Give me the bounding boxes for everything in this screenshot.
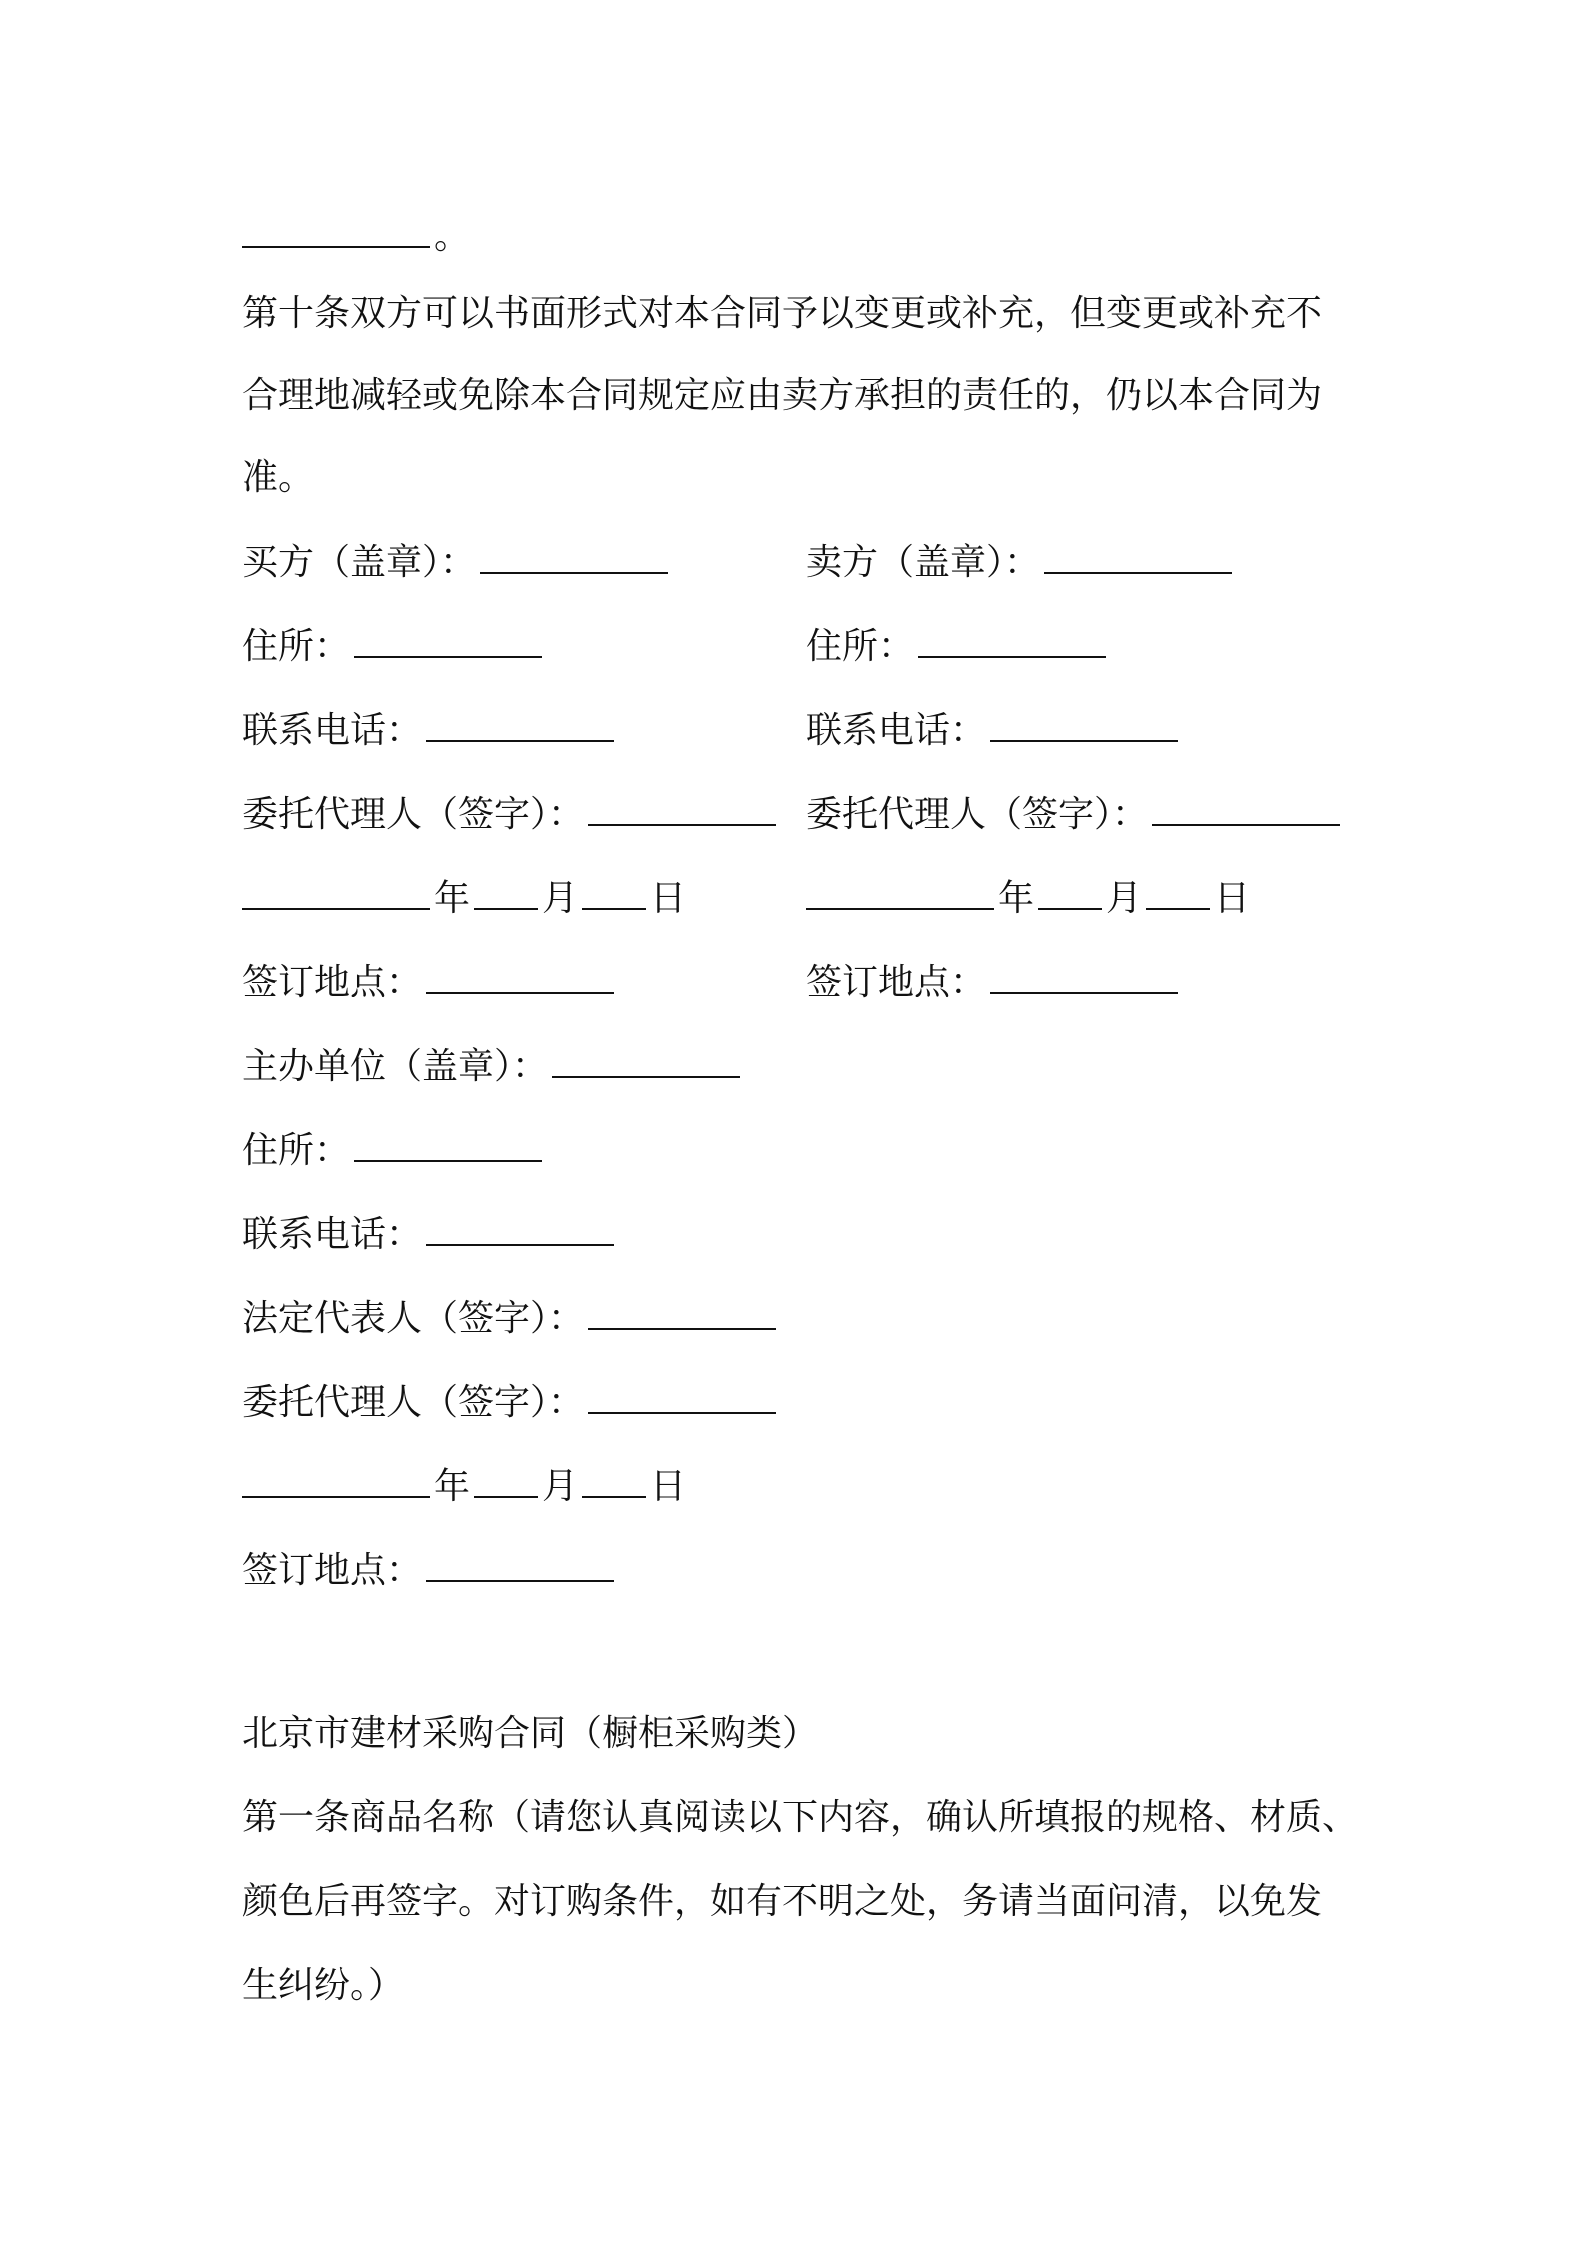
buyer-address-row: [242, 622, 546, 671]
buyer-date-row: [242, 874, 686, 923]
buyer-seal-label: 买方（盖章）：: [242, 542, 477, 583]
seller-address-blank[interactable]: [918, 622, 1106, 658]
organizer-seal-blank[interactable]: [552, 1042, 740, 1078]
article10-line3: 准。: [242, 457, 315, 498]
article1-line3: 生纠纷。）: [242, 1965, 405, 2006]
buyer-place-label: 签订地点：: [242, 962, 423, 1003]
organizer-date-row: [242, 1462, 686, 1511]
seller-address-label: 住所：: [806, 626, 915, 667]
organizer-address-blank[interactable]: [354, 1126, 542, 1162]
seller-seal-row: [806, 538, 1236, 587]
organizer-day-label: 日: [650, 1466, 687, 1507]
organizer-legal-rep-label: 法定代表人（签字）：: [242, 1298, 585, 1339]
seller-phone-blank[interactable]: [990, 706, 1178, 742]
seller-agent-label: 委托代理人（签字）：: [806, 794, 1149, 835]
organizer-place-blank[interactable]: [426, 1546, 614, 1582]
organizer-month-label: 月: [542, 1466, 579, 1507]
buyer-month-blank[interactable]: [474, 874, 538, 910]
seller-day-label: 日: [1214, 878, 1251, 919]
buyer-year-blank[interactable]: [242, 874, 430, 910]
fill-blank[interactable]: [242, 212, 430, 248]
buyer-place-blank[interactable]: [426, 958, 614, 994]
buyer-address-label: 住所：: [242, 626, 351, 667]
seller-agent-blank[interactable]: [1152, 790, 1340, 826]
buyer-agent-blank[interactable]: [588, 790, 776, 826]
organizer-phone-row: [242, 1210, 618, 1259]
buyer-month-label: 月: [542, 878, 579, 919]
buyer-phone-label: 联系电话：: [242, 710, 423, 751]
seller-month-blank[interactable]: [1038, 874, 1102, 910]
organizer-address-label: 住所：: [242, 1130, 351, 1171]
organizer-agent-blank[interactable]: [588, 1378, 776, 1414]
seller-year-label: 年: [998, 878, 1035, 919]
buyer-day-label: 日: [650, 878, 687, 919]
seller-seal-label: 卖方（盖章）：: [806, 542, 1041, 583]
buyer-agent-row: [242, 790, 780, 839]
article10-line1: 第十条双方可以书面形式对本合同予以变更或补充，但变更或补充不: [242, 293, 1323, 334]
buyer-agent-label: 委托代理人（签字）：: [242, 794, 585, 835]
paragraph-tail-end: 。: [434, 216, 471, 257]
organizer-seal-row: [242, 1042, 744, 1091]
second-contract-title: 北京市建材采购合同（橱柜采购类）: [242, 1713, 819, 1754]
organizer-seal-label: 主办单位（盖章）：: [242, 1046, 549, 1087]
seller-address-row: [806, 622, 1110, 671]
buyer-year-label: 年: [434, 878, 471, 919]
buyer-phone-blank[interactable]: [426, 706, 614, 742]
seller-phone-row: [806, 706, 1182, 755]
organizer-year-label: 年: [434, 1466, 471, 1507]
article10-line2: 合理地减轻或免除本合同规定应由卖方承担的责任的，仍以本合同为: [242, 375, 1323, 416]
seller-month-label: 月: [1106, 878, 1143, 919]
buyer-day-blank[interactable]: [582, 874, 646, 910]
buyer-seal-blank[interactable]: [480, 538, 668, 574]
seller-place-row: [806, 958, 1182, 1007]
seller-seal-blank[interactable]: [1044, 538, 1232, 574]
organizer-month-blank[interactable]: [474, 1462, 538, 1498]
seller-year-blank[interactable]: [806, 874, 994, 910]
seller-day-blank[interactable]: [1146, 874, 1210, 910]
buyer-place-row: [242, 958, 618, 1007]
organizer-address-row: [242, 1126, 546, 1175]
seller-place-label: 签订地点：: [806, 962, 987, 1003]
organizer-agent-label: 委托代理人（签字）：: [242, 1382, 585, 1423]
buyer-phone-row: [242, 706, 618, 755]
buyer-seal-row: [242, 538, 672, 587]
seller-date-row: [806, 874, 1250, 923]
organizer-agent-row: [242, 1378, 780, 1427]
organizer-phone-blank[interactable]: [426, 1210, 614, 1246]
article1-line2: 颜色后再签字。对订购条件，如有不明之处，务请当面问清，以免发: [242, 1881, 1323, 1922]
paragraph-tail: [242, 212, 470, 261]
organizer-legal-rep-blank[interactable]: [588, 1294, 776, 1330]
seller-agent-row: [806, 790, 1344, 839]
seller-place-blank[interactable]: [990, 958, 1178, 994]
article1-line1: 第一条商品名称（请您认真阅读以下内容，确认所填报的规格、材质、: [242, 1797, 1359, 1838]
buyer-address-blank[interactable]: [354, 622, 542, 658]
organizer-place-row: [242, 1546, 618, 1595]
seller-phone-label: 联系电话：: [806, 710, 987, 751]
organizer-year-blank[interactable]: [242, 1462, 430, 1498]
organizer-legal-rep-row: [242, 1294, 780, 1343]
organizer-phone-label: 联系电话：: [242, 1214, 423, 1255]
organizer-place-label: 签订地点：: [242, 1550, 423, 1591]
organizer-day-blank[interactable]: [582, 1462, 646, 1498]
